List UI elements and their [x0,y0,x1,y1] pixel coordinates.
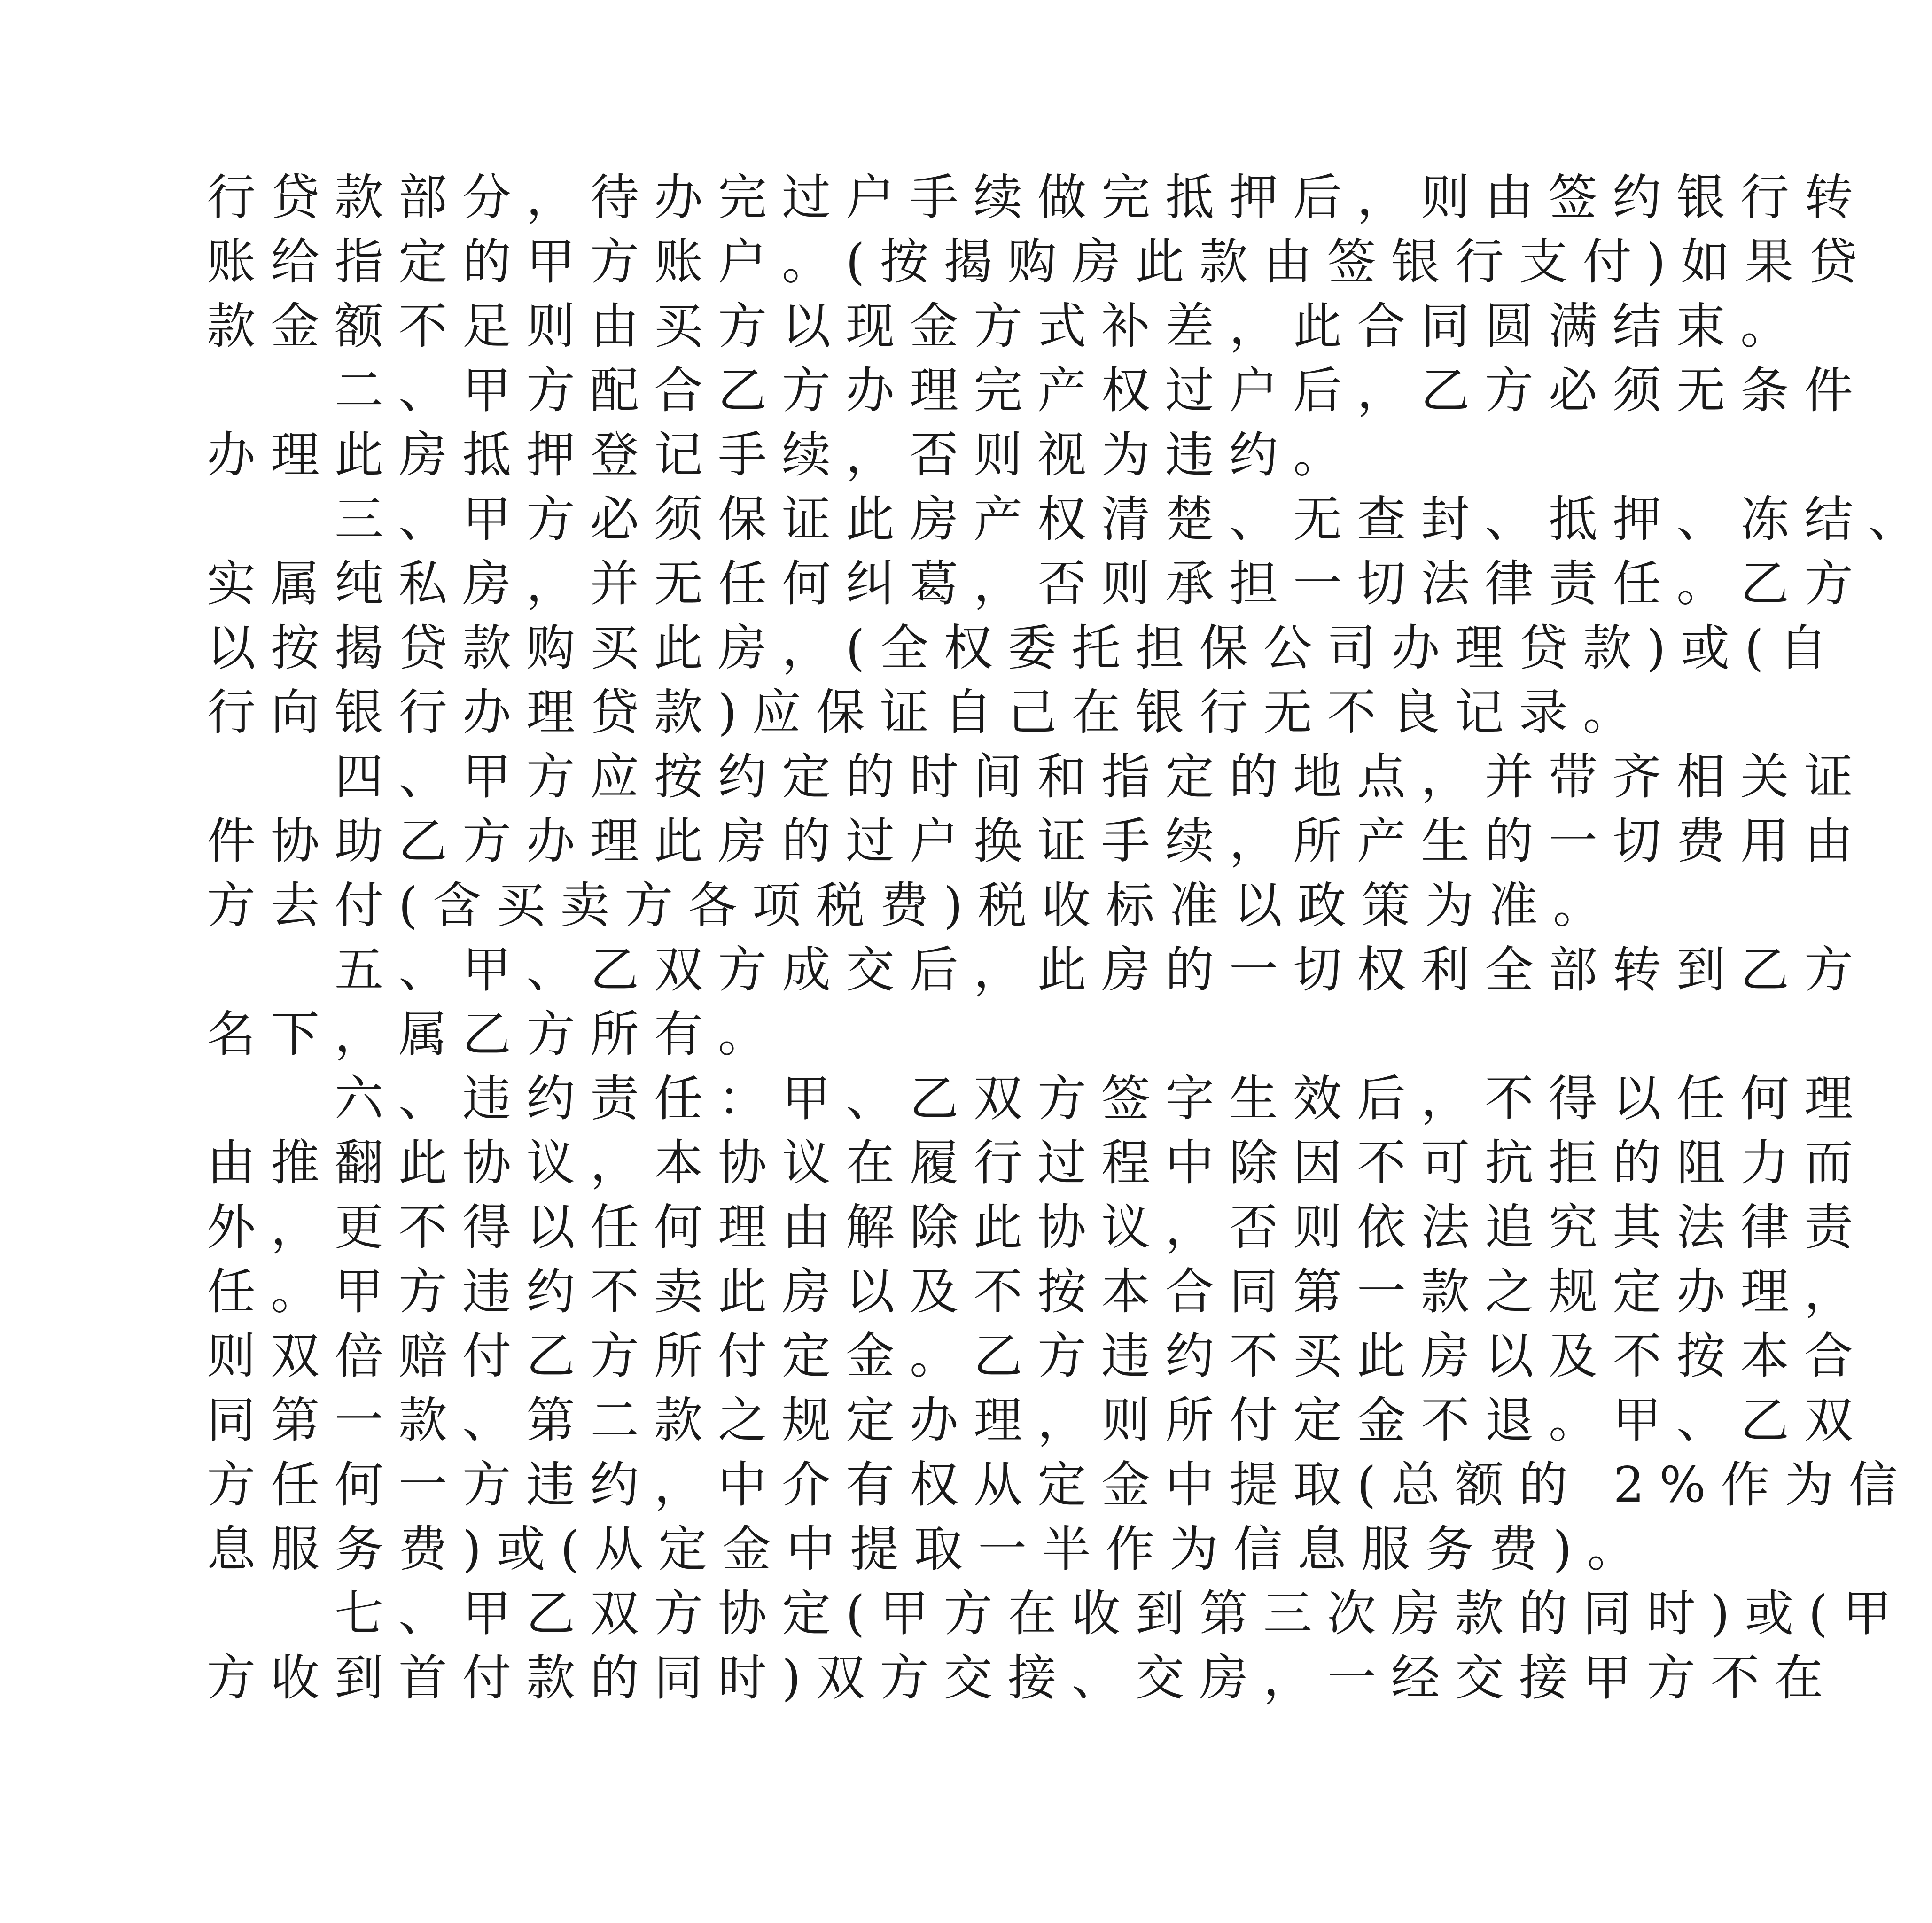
text-line: 任。甲方违约不卖此房以及不按本合同第一款之规定办理， [207,1263,1869,1320]
contract-body-text [207,165,1932,1710]
clause-4-start: 四、甲方应按约定的时间和指定的地点，并带齐相关证 [335,748,1869,805]
clause-3-start: 三、甲方必须保证此房产权清楚、无查封、抵押、冻结、 [335,490,1932,548]
text-line: 行向银行办理贷款)应保证自己在银行无不良记录。 [207,684,1647,741]
clause-5-start: 五、甲、乙双方成交后，此房的一切权利全部转到乙方 [335,941,1869,998]
clause-2-start: 二、甲方配合乙方办理完产权过户后，乙方必须无条件 [335,362,1869,419]
text-line: 实属纯私房，并无任何纠葛，否则承担一切法律责任。乙方 [207,555,1869,612]
text-line: 件协助乙方办理此房的过户换证手续，所产生的一切费用由 [207,812,1869,870]
text-line: 行贷款部分，待办完过户手续做完抵押后，则由签约银行转 [207,169,1869,226]
text-line: 名下，属乙方所有。 [207,1005,782,1063]
clause-6-start: 六、违约责任：甲、乙双方签字生效后，不得以任何理 [335,1070,1869,1127]
text-line: 方收到首付款的同时)双方交接、交房，一经交接甲方不在 [207,1649,1839,1706]
text-line: 款金额不足则由买方以现金方式补差，此合同圆满结束。 [207,297,1805,355]
text-line: 同第一款、第二款之规定办理，则所付定金不退。甲、乙双 [207,1392,1869,1449]
text-line: 账给指定的甲方账户。(按揭购房此款由签银行支付)如果贷 [207,233,1873,290]
text-line: 方去付(含买卖方各项税费)税收标准以政策为准。 [207,877,1617,934]
text-line: 息服务费)或(从定金中提取一半作为信息服务费)。 [207,1520,1651,1578]
text-line: 外，更不得以任何理由解除此协议，否则依法追究其法律责 [207,1199,1869,1256]
clause-7-start: 七、甲乙双方协定(甲方在收到第三次房款的同时)或(甲 [335,1585,1907,1642]
text-line: 则双倍赔付乙方所付定金。乙方违约不买此房以及不按本合 [207,1327,1869,1385]
text-line: 办理此房抵押登记手续，否则视为违约。 [207,426,1357,483]
text-line: 由推翻此协议，本协议在履行过程中除因不可抗拒的阻力而 [207,1134,1869,1191]
text-line: 方任何一方违约，中介有权从定金中提取(总额的 2%作为信 [207,1456,1913,1513]
text-line: 以按揭贷款购买此房，(全权委托担保公司办理贷款)或(自 [207,619,1843,677]
